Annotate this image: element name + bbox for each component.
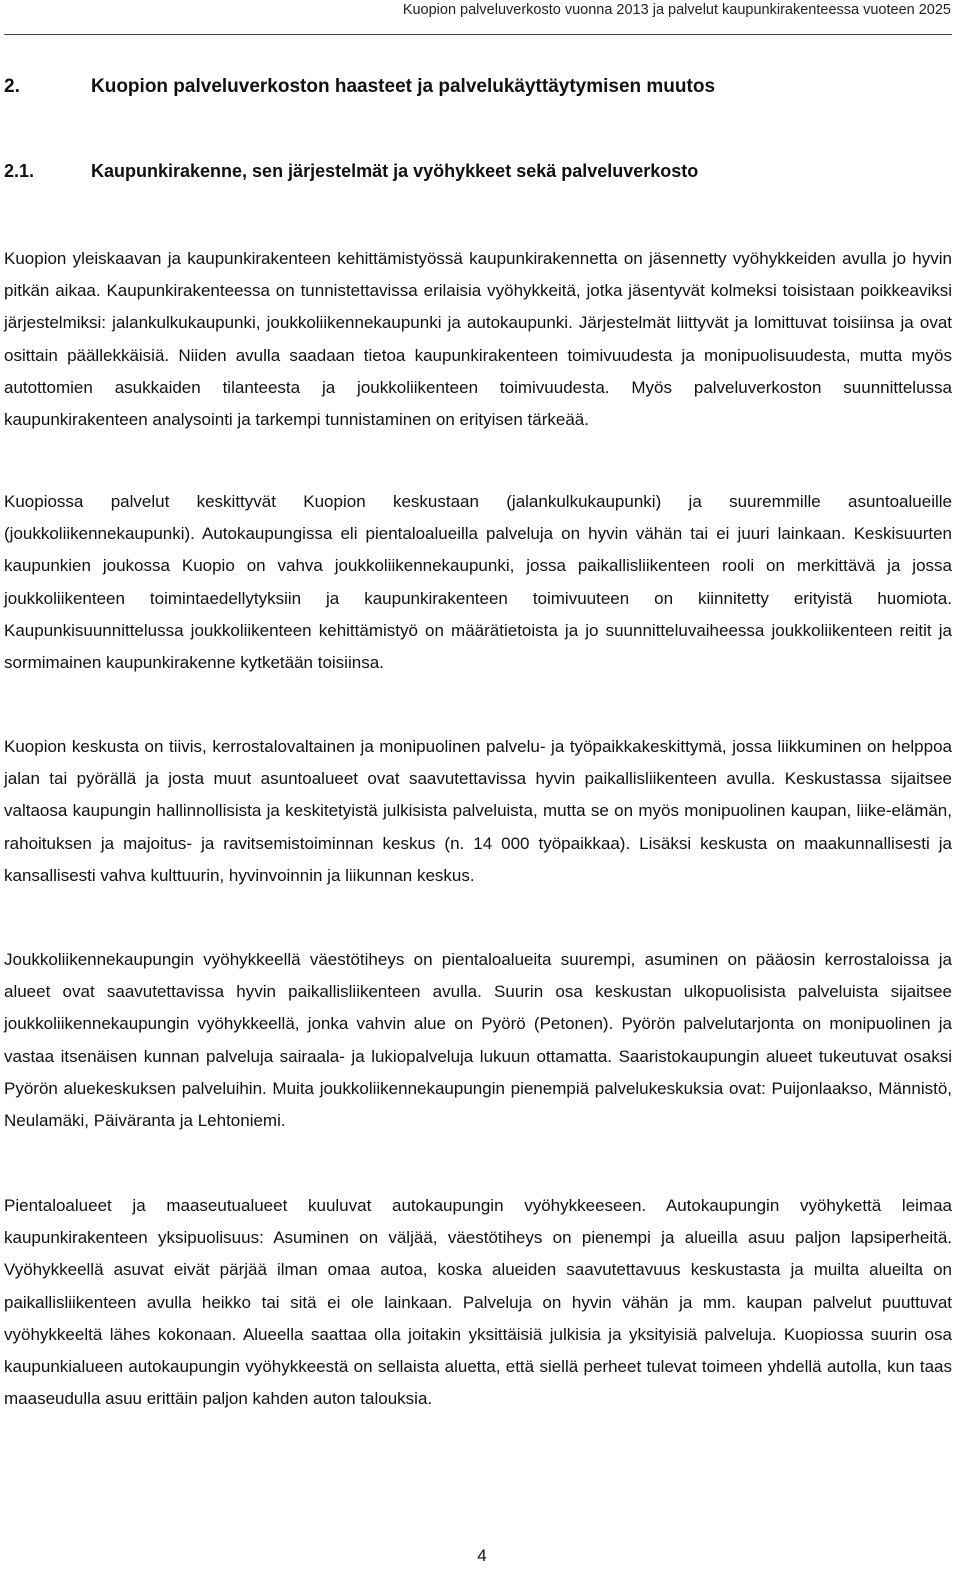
paragraph-urban-structure-zones: Kuopion yleiskaavan ja kaupunkirakenteen kehittämistyössä kaupunkirakennetta on jäsennetty vyöhykkeiden avulla jo hyvin pitkän aikaa. Kaupunkirakenteessa on tunnistettavissa erilaisia vyöhykkeitä, jotka jäsentyvät kolmeksi toisistaan poikkeaviksi järjestelmiksi: jalankulkukaupunki, joukkoliikennekaupunki ja autokaupunki. Järjestelmät liittyvät ja lomittuvat toisiinsa ja ovat osittain päällekkäisiä. Niiden avulla saadaan tietoa kaupunkirakenteen toimivuudesta ja monipuolisuudesta, mutta myös autottomien asukkaiden tilanteesta ja joukkoliikenteen toimivuudesta. Myös palveluverkoston suunnittelussa kaupunkirakenteen analysointi ja tarkempi tunnistaminen on erityisen tärkeää. — [4, 249, 952, 430]
section-title: Kuopion palveluverkoston haasteet ja palvelukäyttäytymisen muutos — [91, 76, 716, 97]
subsection-number: 2.1. — [4, 161, 35, 181]
paragraph-public-transport-zone: Joukkoliikennekaupungin vyöhykkeellä väestötiheys on pientaloalueita suurempi, asuminen on pääosin kerrostaloissa ja alueet ovat saavutettavissa hyvin paikallisliikenteen avulla. Suurin osa keskustan ulkopuolisista palveluista sijaitsee joukkoliikennekaupungin vyöhykkeellä, jonka vahvin alue on Pyörö (Petonen). Pyörön palvelutarjonta on monipuolinen ja vastaa itsenäisen kunnan palveluja sairaala- ja lukiopalveluja lukuun ottamatta. Saaristokaupungin alueet tukeutuvat osaksi Pyörön aluekeskuksen palveluihin. Muita joukkoliikennekaupungin pienempiä palvelukeskuksia ovat: Puijonlaakso, Männistö, Neulamäki, Päiväranta ja Lehtoniemi. — [4, 950, 952, 1131]
section-heading — [4, 74, 715, 100]
section-number: 2. — [4, 76, 20, 97]
paragraph-city-centre: Kuopion keskusta on tiivis, kerrostalovaltainen ja monipuolinen palvelu- ja työpaikkakeskittymä, jossa liikkuminen on helppoa jalan tai pyörällä ja josta muut asuntoalueet ovat saavutettavissa hyvin paikallisliikenteen avulla. Keskustassa sijaitsee valtaosa kaupungin hallinnollisista ja keskitetyistä julkisista palveluista, mutta se on myös monipuolinen kaupan, liike-elämän, rahoituksen ja majoitus- ja ravitsemistoiminnan keskus (n. 14 000 työpaikkaa). Lisäksi keskusta on maakunnallisesti ja kansallisesti vahva kulttuurin, hyvinvoinnin ja liikunnan keskus. — [4, 737, 952, 885]
running-header: Kuopion palveluverkosto vuonna 2013 ja palvelut kaupunkirakenteessa vuoteen 2025 — [402, 2, 951, 18]
subsection-title: Kaupunkirakenne, sen järjestelmät ja vyöhykkeet sekä palveluverkosto — [91, 161, 699, 181]
paragraph-services-concentration: Kuopiossa palvelut keskittyvät Kuopion keskustaan (jalankulkukaupunki) ja suuremmille asuntoalueille (joukkoliikennekaupunki). Autokaupungissa eli pientaloalueilla palveluja on hyvin vähän tai ei juuri lainkaan. Keskisuurten kaupunkien joukossa Kuopio on vahva joukkoliikennekaupunki, jossa paikallisliikenteen rooli on merkittävä ja jossa joukkoliikenteen toimintaedellytyksiin ja kaupunkirakenteen toimivuuteen on kiinnitetty erityistä huomiota. Kaupunkisuunnittelussa joukkoliikenteen kehittämistyö on määrätietoista ja jo suunnitteluvaiheessa joukkoliikenteen reitit ja sormimainen kaupunkirakenne kytketään toisiinsa. — [4, 492, 952, 673]
header-divider — [4, 34, 952, 35]
paragraph-car-city-zone: Pientaloalueet ja maaseutualueet kuuluvat autokaupungin vyöhykkeeseen. Autokaupungin vyöhykettä leimaa kaupunkirakenteen yksipuolisuus: Asuminen on väljää, väestötiheys on pienempi ja alueilla asuu paljon lapsiperheitä. Vyöhykkeellä asuvat eivät pärjää ilman omaa autoa, koska alueiden saavutettavuus keskustasta ja muilta alueilta on paikallisliikenteen avulla heikko tai sitä ei ole lainkaan. Palveluja on hyvin vähän ja mm. kaupan palvelut puuttuvat vyöhykkeeltä lähes kokonaan. Alueella saattaa olla joitakin yksittäisiä julkisia ja yksityisiä palveluja. Kuopiossa suurin osa kaupunkialueen autokaupungin vyöhykkeestä on sellaista aluetta, että siellä perheet tulevat toimeen yhdellä autolla, kun taas maaseudulla asuu erittäin paljon kahden auton talouksia. — [4, 1196, 952, 1409]
subsection-heading — [4, 158, 698, 184]
page-number: 4 — [477, 1546, 487, 1565]
